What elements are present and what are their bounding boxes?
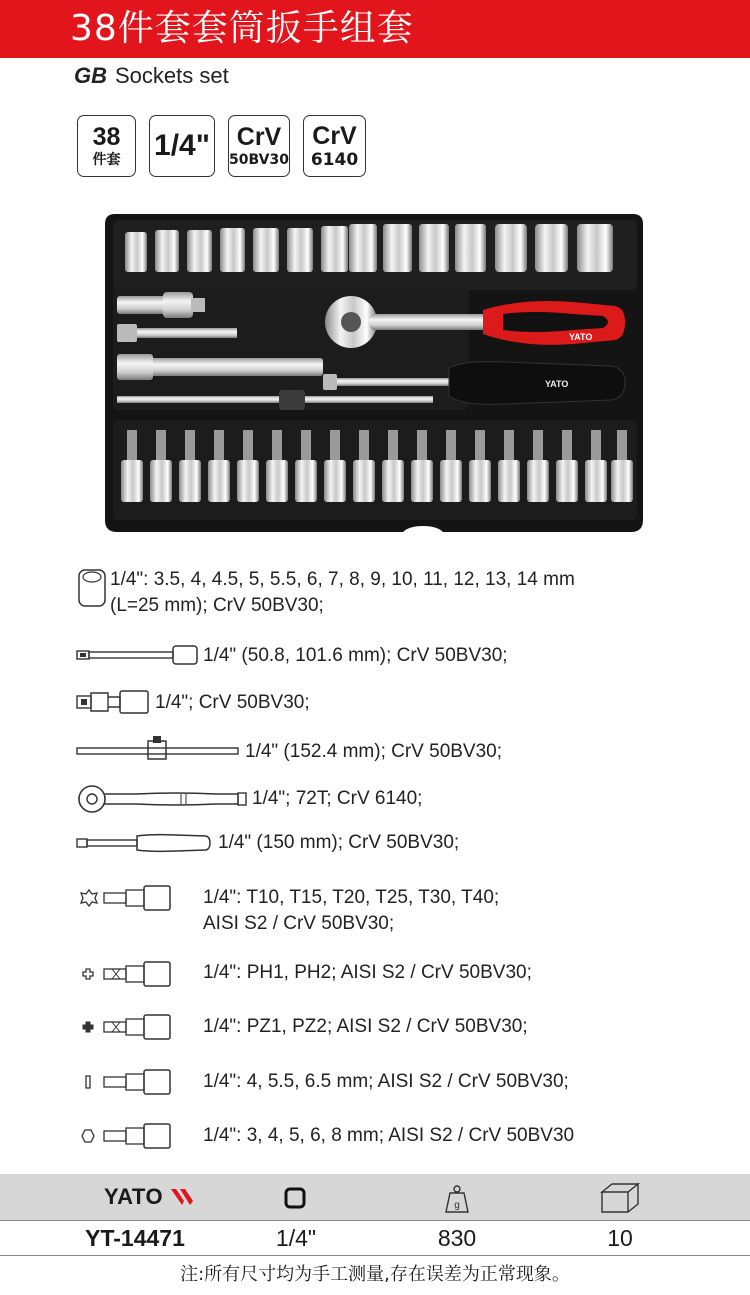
spec-sockets: 1/4": 3.5, 4, 4.5, 5, 5.5, 6, 7, 8, 9, 10, 11, 12, 13, 14 mm (L=25 mm); CrV 50BV30; — [110, 569, 575, 616]
badge-crv-50bv30: CrV 50BV30 — [228, 115, 290, 177]
socket-5.5 — [253, 228, 279, 272]
drive-size-value: 1/4" — [275, 1225, 317, 1251]
socket-10 — [419, 224, 449, 272]
socket-8 — [349, 224, 377, 272]
weight-icon — [444, 1184, 470, 1214]
spec-table-row — [0, 1220, 750, 1256]
badge-crv-6140: CrV 6140 — [303, 115, 366, 177]
extension-bar-icon — [76, 644, 200, 666]
spec-spinner-handle: 1/4" (150 mm); CrV 50BV30; — [218, 832, 460, 853]
socket-9 — [383, 224, 412, 272]
ratchet-handle-icon — [76, 784, 248, 814]
spec-slotted-bits: 1/4": 4, 5.5, 6.5 mm; AISI S2 / CrV 50BV30; — [203, 1071, 569, 1092]
badge-piece-count: 38 件套 — [77, 115, 136, 177]
phillips-bit-icon — [80, 960, 196, 988]
socket-icon — [77, 568, 107, 608]
header-banner — [0, 0, 750, 58]
spec-table-header — [0, 1174, 750, 1220]
spec-ratchet-handle: 1/4"; 72T; CrV 6140; — [252, 788, 423, 809]
socket-12 — [495, 224, 527, 272]
slotted-bit-icon — [80, 1068, 196, 1096]
spec-sliding-t-bar: 1/4" (152.4 mm); CrV 50BV30; — [245, 741, 503, 762]
socket-5 — [220, 228, 245, 272]
yato-logo: YATO — [104, 1185, 196, 1209]
socket-11 — [455, 224, 486, 272]
spec-phillips-bits: 1/4": PH1, PH2; AISI S2 / CrV 50BV30; — [203, 962, 532, 983]
spinner-handle-icon — [76, 832, 212, 854]
spec-pozidriv-bits: 1/4": PZ1, PZ2; AISI S2 / CrV 50BV30; — [203, 1016, 528, 1037]
spec-torx-bits: 1/4": T10, T15, T20, T25, T30, T40; AISI S2 / CrV 50BV30; — [203, 887, 500, 934]
socket-4.5 — [187, 230, 212, 272]
ratchet-brand-label: YATO — [569, 332, 593, 342]
weight-value: 830 — [437, 1225, 477, 1251]
spec-extension-bars: 1/4" (50.8, 101.6 mm); CrV 50BV30; — [203, 645, 508, 666]
square-drive-icon — [284, 1187, 306, 1209]
socket-7 — [321, 226, 348, 272]
driver-brand-label: YATO — [545, 379, 569, 389]
subtitle-text: Sockets set — [115, 63, 229, 88]
universal-joint-icon — [76, 689, 150, 715]
torx-bit-icon — [80, 884, 196, 912]
standard-label: GB — [74, 63, 107, 88]
sliding-t-bar-icon — [76, 735, 240, 761]
spec-hex-bits: 1/4": 3, 4, 5, 6, 8 mm; AISI S2 / CrV 50BV30 — [203, 1125, 575, 1146]
yato-mark-icon — [170, 1187, 196, 1207]
socket-14 — [577, 224, 613, 272]
measurement-note: 注:所有尺寸均为手工测量,存在误差为正常现象。 — [180, 1264, 570, 1285]
pozidriv-bit-icon — [80, 1013, 196, 1041]
spec-universal-joint: 1/4"; CrV 50BV30; — [155, 692, 310, 713]
box-icon — [600, 1182, 640, 1214]
quantity-value: 10 — [607, 1225, 633, 1251]
socket-6 — [287, 228, 313, 272]
socket-3.5 — [125, 232, 147, 272]
product-subtitle — [74, 62, 229, 90]
svg-text:g: g — [454, 1200, 460, 1211]
socket-13 — [535, 224, 568, 272]
hex-bit-icon — [80, 1122, 196, 1150]
tool-case-image — [103, 210, 645, 538]
model-number: YT-14471 — [85, 1225, 185, 1251]
page-title: 38件套套筒扳手组套 — [70, 8, 414, 49]
socket-4 — [155, 230, 179, 272]
badge-drive-size: 1/4" — [149, 115, 215, 177]
socket-row — [125, 224, 613, 272]
